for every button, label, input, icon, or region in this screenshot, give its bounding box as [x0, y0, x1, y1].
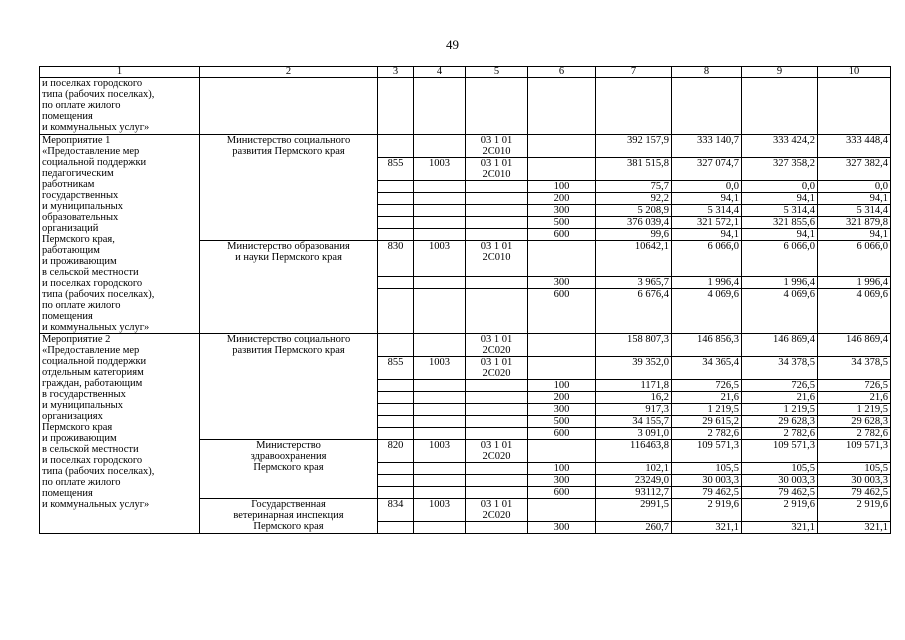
table-row: 855 1003 03 1 01 2С020 39 352,0 34 365,4 34 378,5 34 378,5: [40, 357, 891, 380]
col-header: 7: [596, 67, 672, 78]
table-row: Мероприятие 2 «Предоставление мер социальной поддержки отдельным категориям граждан, работающим в государственных и муниципальных организациях Пермского края и проживающим в сельской местности и поселках городского типа (рабочих поселках), по оплате жилого помещения и коммунальных услуг» Министерство социального развития Пермского края 03 1 01 2С020 158 807,3 146 856,3 146 869,4 146 869,4: [40, 334, 891, 357]
table-row: Государственная ветеринарная инспекция Пермского края 834 1003 03 1 01 2С020 2991,5 2 919,6 2 919,6 2 919,6: [40, 499, 891, 522]
table-row: 200 16,2 21,6 21,6 21,6: [40, 392, 891, 404]
col-header: 4: [414, 67, 466, 78]
table-row: 100 1171,8 726,5 726,5 726,5: [40, 380, 891, 392]
col-header: 8: [672, 67, 742, 78]
col-header: 6: [528, 67, 596, 78]
col-header: 9: [742, 67, 818, 78]
table-row: Министерство образования и науки Пермского края 830 1003 03 1 01 2С010 10642,1 6 066,0 6 066,0 6 066,0: [40, 241, 891, 277]
table-row: 600 93112,7 79 462,5 79 462,5 79 462,5: [40, 487, 891, 499]
table-row: 300 3 965,7 1 996,4 1 996,4 1 996,4: [40, 277, 891, 289]
col-header: 10: [818, 67, 891, 78]
continuation-row: [40, 78, 891, 135]
col-header: 3: [378, 67, 414, 78]
table-row: 100 75,7 0,0 0,0 0,0: [40, 181, 891, 193]
table-row: 300 917,3 1 219,5 1 219,5 1 219,5: [40, 404, 891, 416]
table-row: 600 99,6 94,1 94,1 94,1: [40, 229, 891, 241]
table-row: 300 23249,0 30 003,3 30 003,3 30 003,3: [40, 475, 891, 487]
measure-1-name: Мероприятие 1 «Предоставление мер социальной поддержки педагогическим работникам государственных и муниципальных образовательных организаций Пермского края, работающим и проживающим в сельской местности и поселках городского типа (рабочих поселках), по оплате жилого помещения и коммунальных услуг»: [40, 135, 200, 334]
table-row: 600 3 091,0 2 782,6 2 782,6 2 782,6: [40, 428, 891, 440]
table-row: 500 34 155,7 29 615,2 29 628,3 29 628,3: [40, 416, 891, 428]
measure-2-org-health: Министерство здравоохранения Пермского края: [200, 440, 378, 499]
table-row: 100 102,1 105,5 105,5 105,5: [40, 463, 891, 475]
col-header: 1: [40, 67, 200, 78]
header-row: [40, 67, 891, 78]
table-row: 500 376 039,4 321 572,1 321 855,6 321 879,8: [40, 217, 891, 229]
continuation-text: и поселках городского типа (рабочих поселках), по оплате жилого помещения и коммунальных услуг»: [40, 78, 200, 135]
table-row: 855 1003 03 1 01 2С010 381 515,8 327 074,7 327 358,2 327 382,4: [40, 158, 891, 181]
table-row: 600 6 676,4 4 069,6 4 069,6 4 069,6: [40, 289, 891, 334]
budget-table: [39, 66, 891, 534]
table-row: Министерство здравоохранения Пермского края 820 1003 03 1 01 2С020 116463,8 109 571,3 109 571,3 109 571,3: [40, 440, 891, 463]
table-row: 300 5 208,9 5 314,4 5 314,4 5 314,4: [40, 205, 891, 217]
measure-2-org-social: Министерство социального развития Пермского края: [200, 334, 378, 440]
table-row: Мероприятие 1 «Предоставление мер социальной поддержки педагогическим работникам государственных и муниципальных образовательных организаций Пермского края, работающим и проживающим в сельской местности и поселках городского типа (рабочих поселках), по оплате жилого помещения и коммунальных услуг» Министерство социального развития Пермского края 03 1 01 2С010 392 157,9 333 140,7 333 424,2 333 448,4: [40, 135, 891, 158]
col-header: 5: [466, 67, 528, 78]
measure-2-org-veterinary: Государственная ветеринарная инспекция Пермского края: [200, 499, 378, 534]
page-number: 49: [446, 37, 459, 52]
measure-1-org-education: Министерство образования и науки Пермского края: [200, 241, 378, 334]
col-header: 2: [200, 67, 378, 78]
table-row: 300 260,7 321,1 321,1 321,1: [40, 522, 891, 534]
table-row: 200 92,2 94,1 94,1 94,1: [40, 193, 891, 205]
measure-1-org-social: Министерство социального развития Пермского края: [200, 135, 378, 241]
measure-2-name: Мероприятие 2 «Предоставление мер социальной поддержки отдельным категориям граждан, работающим в государственных и муниципальных организациях Пермского края и проживающим в сельской местности и поселках городского типа (рабочих поселках), по оплате жилого помещения и коммунальных услуг»: [40, 334, 200, 534]
